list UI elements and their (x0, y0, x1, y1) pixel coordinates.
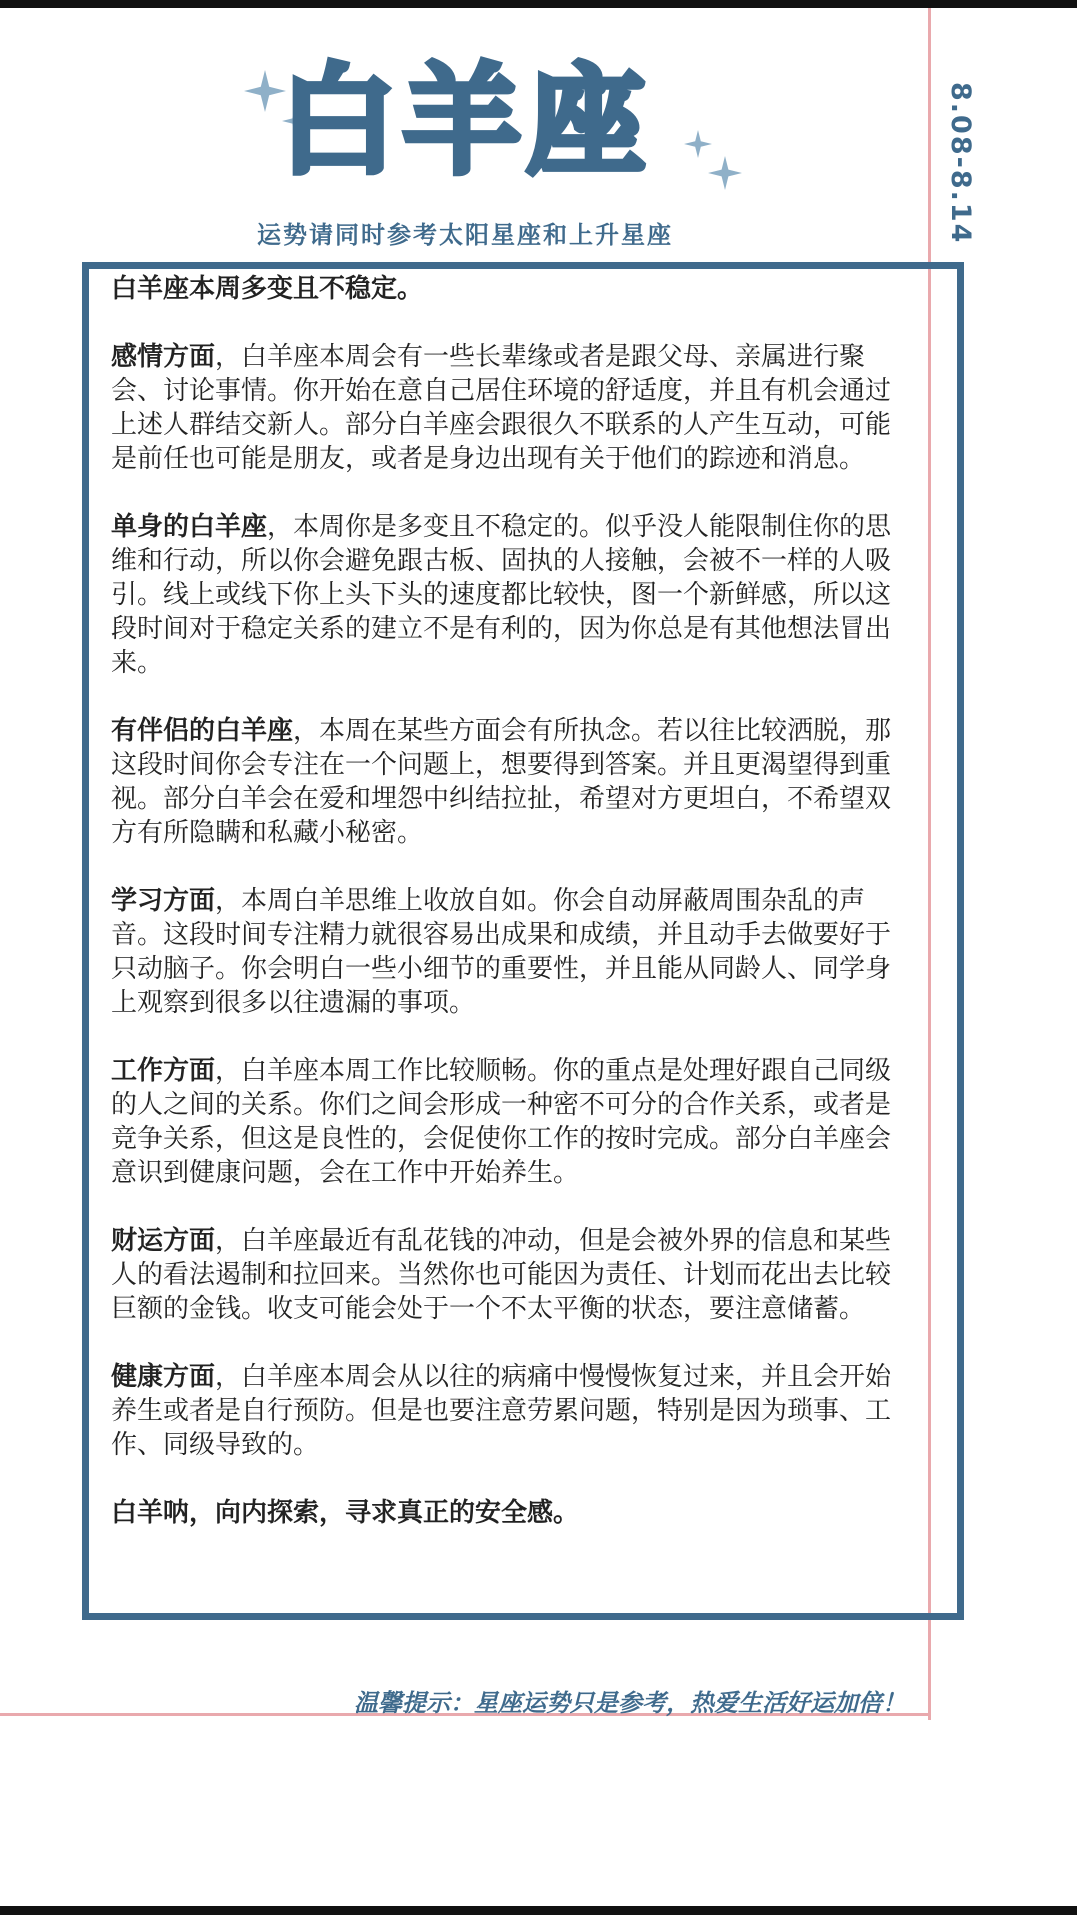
section-heading: 健康方面 (111, 1362, 216, 1392)
closing-text: 白羊呐，向内探索，寻求真正的安全感。 (111, 1498, 580, 1528)
section-wealth (111, 1224, 911, 1326)
section-love (111, 340, 911, 476)
section-text: ，白羊座本周会从以往的病痛中慢慢恢复过来，并且会开始养生或者是自行预防。但是也要注意劳累问题，特别是因为琐事、工作、同级导致的。 (111, 1362, 892, 1460)
top-bar (0, 0, 1077, 8)
section-heading: 财运方面 (111, 1226, 216, 1256)
intro-text: 白羊座本周多变且不稳定。 (111, 274, 424, 304)
section-text: ，白羊座本周工作比较顺畅。你的重点是处理好跟自己同级的人之间的关系。你们之间会形成一种密不可分的合作关系，或者是竞争关系，但这是良性的，会促使你工作的按时完成。部分白羊座会意识到健康问题，会在工作中开始养生。 (111, 1056, 892, 1188)
section-text: ，白羊座本周会有一些长辈缘或者是跟父母、亲属进行聚会、讨论事情。你开始在意自己居住环境的舒适度，并且有机会通过上述人群结交新人。部分白羊座会跟很久不联系的人产生互动，可能是前任也可能是朋友，或者是身边出现有关于他们的踪迹和消息。 (111, 342, 892, 474)
section-heading: 学习方面 (111, 886, 216, 916)
page-title: 白羊座 (278, 52, 651, 190)
horoscope-content (111, 272, 911, 1564)
section-single (111, 510, 911, 680)
section-health (111, 1360, 911, 1462)
section-study (111, 884, 911, 1020)
footer-tip: 温馨提示：星座运势只是参考，热爱生活好运加倍！ (354, 1689, 906, 1717)
section-work (111, 1054, 911, 1190)
section-text: ，本周在某些方面会有所执念。若以往比较洒脱，那这段时间你会专注在一个问题上，想要得到答案。并且更渴望得到重视。部分白羊会在爱和埋怨中纠结拉扯，希望对方更坦白，不希望双方有所隐瞒和私藏小秘密。 (111, 716, 892, 848)
section-text: ，本周白羊思维上收放自如。你会自动屏蔽周围杂乱的声音。这段时间专注精力就很容易出成果和成绩，并且动手去做要好于只动脑子。你会明白一些小细节的重要性，并且能从同龄人、同学身上观察到很多以往遗漏的事项。 (111, 886, 892, 1018)
page-subtitle: 运势请同时参考太阳星座和上升星座 (257, 221, 673, 249)
section-heading: 有伴侣的白羊座 (111, 716, 294, 746)
section-partnered (111, 714, 911, 850)
section-heading: 工作方面 (111, 1056, 216, 1086)
section-heading: 单身的白羊座 (111, 512, 268, 542)
bottom-bar (0, 1906, 1077, 1915)
section-text: ，白羊座最近有乱花钱的冲动，但是会被外界的信息和某些人的看法遏制和拉回来。当然你也可能因为责任、计划而花出去比较巨额的金钱。收支可能会处于一个不太平衡的状态，要注意储蓄。 (111, 1226, 892, 1324)
section-heading: 感情方面 (111, 342, 216, 372)
section-text: ，本周你是多变且不稳定的。似乎没人能限制住你的思维和行动，所以你会避免跟古板、固执的人接触，会被不一样的人吸引。线上或线下你上头下头的速度都比较快，图一个新鲜感，所以这段时间对于稳定关系的建立不是有利的，因为你总是有其他想法冒出来。 (111, 512, 892, 678)
date-range: 8.08-8.14 (945, 82, 976, 245)
